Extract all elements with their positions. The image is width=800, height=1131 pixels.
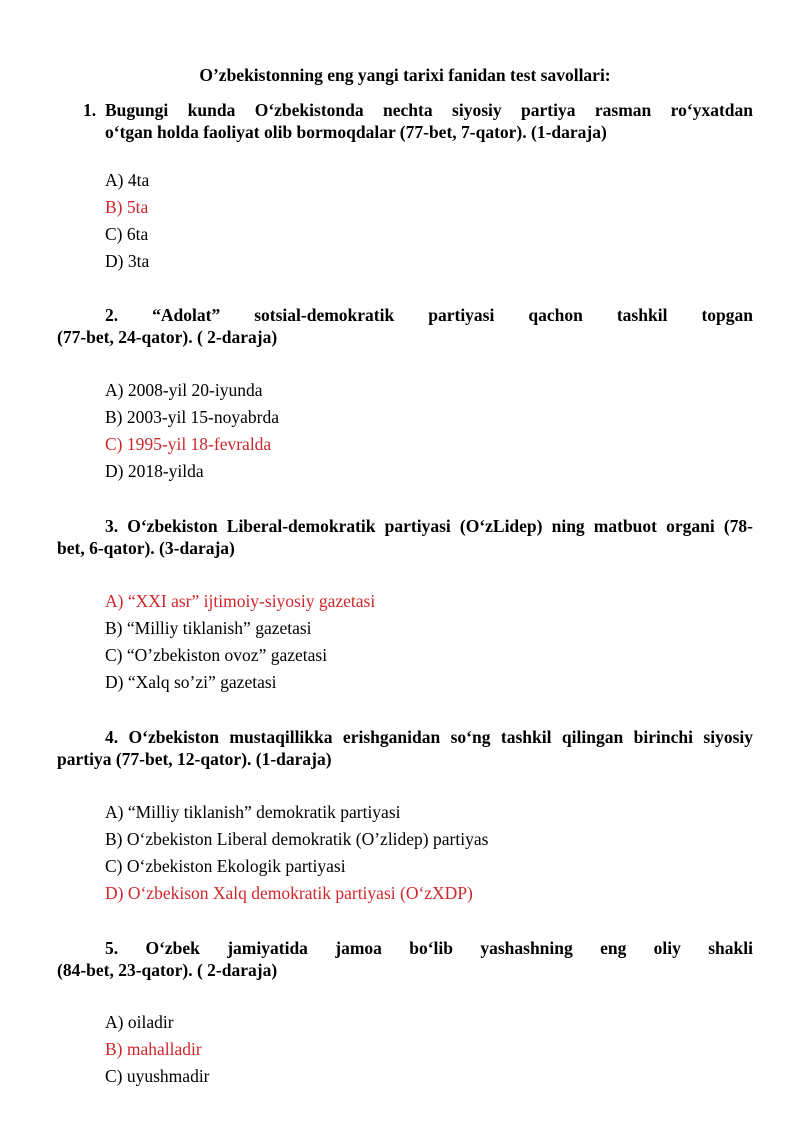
answer-options-5: [105, 1009, 210, 1090]
answer-option[interactable]: B) “Milliy tiklanish” gazetasi: [105, 618, 312, 638]
answer-option[interactable]: A) oiladir: [105, 1012, 174, 1032]
question-text-line: partiya (77-bet, 12-qator). (1-daraja): [57, 749, 332, 769]
answer-options-3: [105, 588, 375, 696]
answer-option-correct[interactable]: A) “XXI asr” ijtimoiy-siyosiy gazetasi: [105, 591, 376, 611]
question-text-line: 5. O‘zbek jamiyatida jamoa bo‘lib yashashning eng oliy shakli: [105, 938, 753, 958]
answer-options-2: [105, 377, 279, 485]
answer-option-correct[interactable]: C) 1995-yil 18-fevralda: [105, 434, 272, 454]
answer-option[interactable]: D) 2018-yilda: [105, 461, 204, 481]
question-number: 1.: [83, 100, 97, 120]
question-1: [83, 99, 753, 143]
answer-option[interactable]: B) O‘zbekiston Liberal demokratik (O’zlidep) partiyas: [105, 829, 489, 849]
answer-option-correct[interactable]: D) O‘zbekison Xalq demokratik partiyasi (O‘zXDP): [105, 883, 473, 903]
answer-option[interactable]: C) “O’zbekiston ovoz” gazetasi: [105, 645, 328, 665]
question-text-line: 2. “Adolat” sotsial-demokratik partiyasi qachon tashkil topgan: [105, 305, 753, 325]
question-2: [57, 304, 753, 348]
question-text-line: bet, 6-qator). (3-daraja): [57, 538, 235, 558]
answer-option-correct[interactable]: B) mahalladir: [105, 1039, 202, 1059]
question-3: [57, 515, 753, 559]
answer-option[interactable]: A) 2008-yil 20-iyunda: [105, 380, 263, 400]
question-text-line: (84-bet, 23-qator). ( 2-daraja): [57, 960, 278, 980]
question-text-line: (77-bet, 24-qator). ( 2-daraja): [57, 327, 278, 347]
question-text-line: o‘tgan holda faoliyat olib bormoqdalar (77-bet, 7-qator). (1-daraja): [105, 122, 607, 142]
answer-options-1: [105, 167, 149, 275]
question-text-line: 3. O‘zbekiston Liberal-demokratik partiyasi (O‘zLidep) ning matbuot organi (78-: [105, 516, 753, 536]
answer-option[interactable]: C) O‘zbekiston Ekologik partiyasi: [105, 856, 346, 876]
answer-options-4: [105, 799, 488, 907]
answer-option[interactable]: D) 3ta: [105, 251, 150, 271]
question-5: [57, 937, 753, 981]
answer-option[interactable]: C) 6ta: [105, 224, 149, 244]
question-4: [57, 726, 753, 770]
answer-option[interactable]: A) 4ta: [105, 170, 150, 190]
answer-option[interactable]: A) “Milliy tiklanish” demokratik partiyasi: [105, 802, 401, 822]
answer-option[interactable]: C) uyushmadir: [105, 1066, 210, 1086]
answer-option-correct[interactable]: B) 5ta: [105, 197, 149, 217]
answer-option[interactable]: B) 2003-yil 15-noyabrda: [105, 407, 279, 427]
page-title: O’zbekistonning eng yangi tarixi fanidan test savollari:: [199, 65, 611, 85]
answer-option[interactable]: D) “Xalq so’zi” gazetasi: [105, 672, 277, 692]
question-text-line: Bugungi kunda O‘zbekistonda nechta siyosiy partiya rasman ro‘yxatdan: [105, 100, 753, 120]
question-text-line: 4. O‘zbekiston mustaqillikka erishganidan so‘ng tashkil qilingan birinchi siyosiy: [105, 727, 753, 747]
